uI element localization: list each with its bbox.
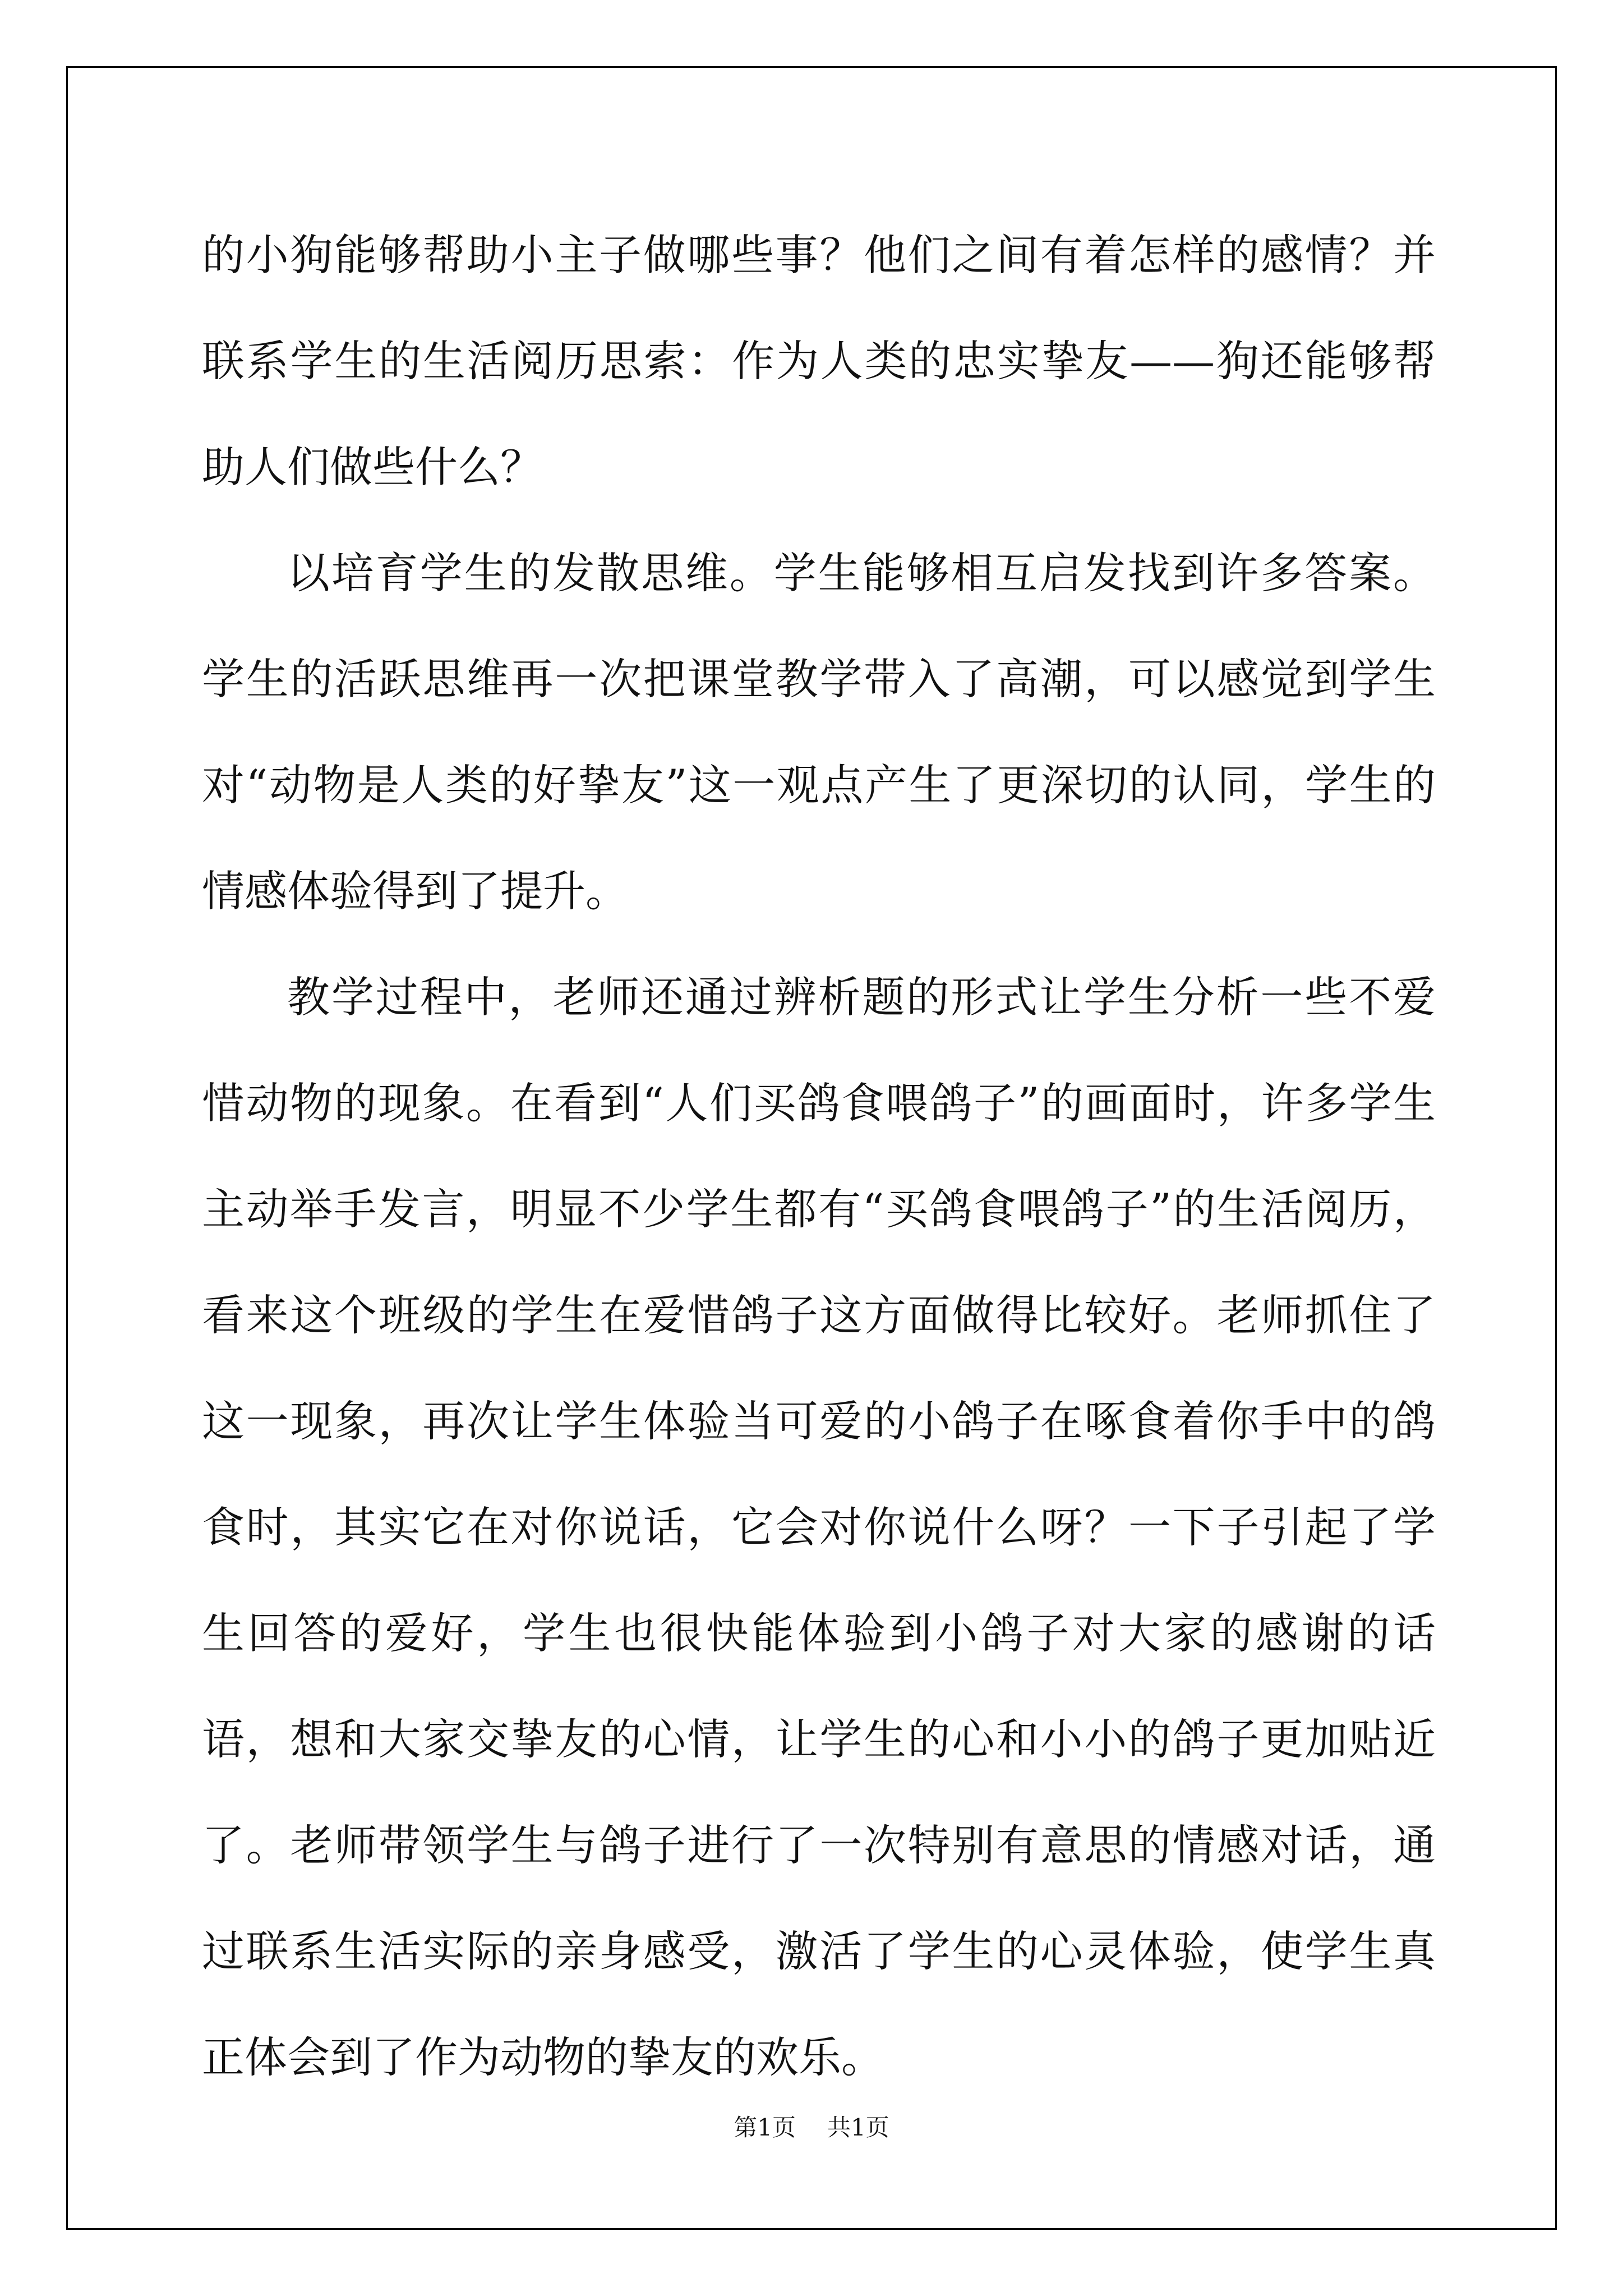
page-number: 第1页	[734, 2114, 796, 2141]
page-total: 共1页	[827, 2114, 889, 2141]
paragraph: 以培育学生的发散思维。学生能够相互启发找到许多答案。学生的活跃思维再一次把课堂教学带入了高潮，可以感觉到学生对“动物是人类的好挚友”这一观点产生了更深切的认同，学生的情感体验得到了提升。	[202, 548, 1436, 916]
document-body	[202, 202, 1436, 2110]
page-footer	[0, 2109, 1623, 2143]
paragraph: 教学过程中，老师还通过辨析题的形式让学生分析一些不爱惜动物的现象。在看到“人们买鸽食喂鸽子”的画面时，许多学生主动举手发言，明显不少学生都有“买鸽食喂鸽子”的生活阅历，看来这个班级的学生在爱惜鸽子这方面做得比较好。老师抓住了这一现象，再次让学生体验当可爱的小鸽子在啄食着你手中的鸽食时，其实它在对你说话，它会对你说什么呀？一下子引起了学生回答的爱好，学生也很快能体验到小鸽子对大家的感谢的话语，想和大家交挚友的心情，让学生的心和小小的鸽子更加贴近了。老师带领学生与鸽子进行了一次特别有意思的情感对话，通过联系生活实际的亲身感受，激活了学生的心灵体验，使学生真正体会到了作为动物的挚友的欢乐。	[202, 972, 1436, 2082]
paragraph-continued: 的小狗能够帮助小主子做哪些事？他们之间有着怎样的感情？并联系学生的生活阅历思索：作为人类的忠实挚友——狗还能够帮助人们做些什么？	[202, 230, 1436, 492]
